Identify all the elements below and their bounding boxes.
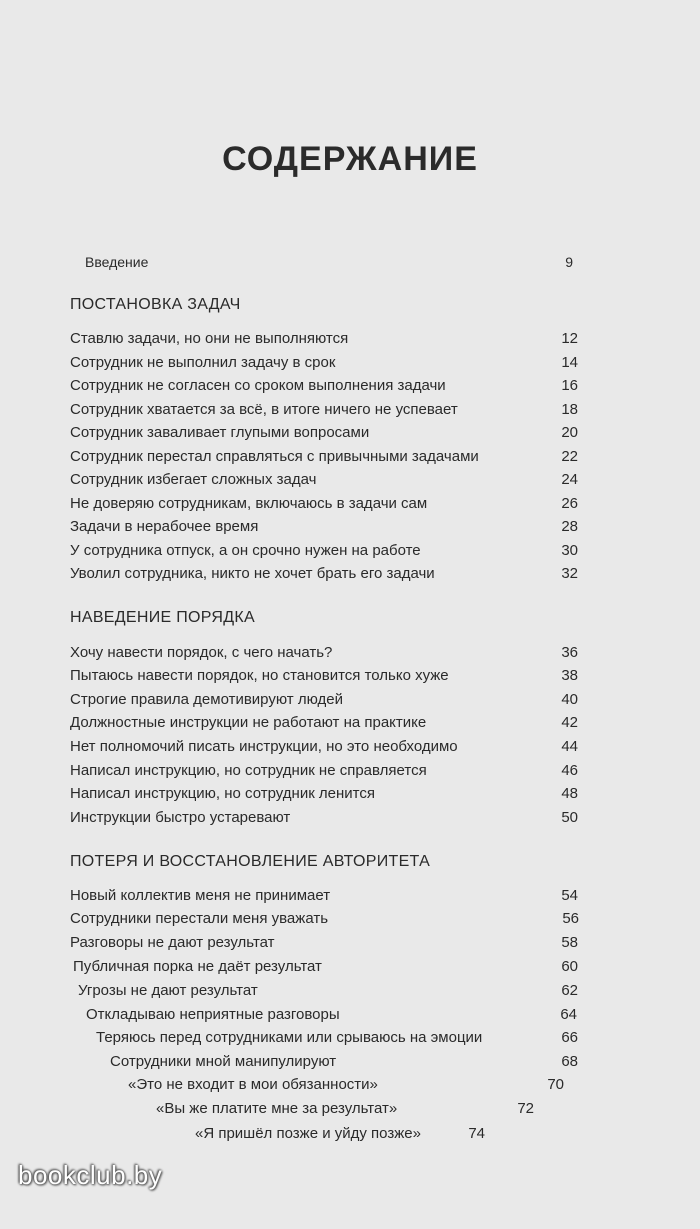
watermark-text: bookclub.by xyxy=(18,1160,163,1190)
toc-entry-title: У сотрудника отпуск, а он срочно нужен на работе xyxy=(70,542,421,559)
toc-entry-page: 24 xyxy=(561,471,578,488)
toc-entry xyxy=(70,808,578,828)
toc-entry-page: 64 xyxy=(560,1006,577,1023)
toc-entry-page: 74 xyxy=(468,1125,485,1142)
toc-entry-title: «Это не входит в мои обязанности» xyxy=(128,1076,378,1093)
toc-entry xyxy=(70,564,578,584)
toc-entry xyxy=(70,423,578,443)
toc-entry-page: 56 xyxy=(562,910,579,927)
toc-entry-title: Строгие правила демотивируют людей xyxy=(70,691,343,708)
toc-entry-title: Сотрудник перестал справляться с привычными задачами xyxy=(70,448,479,465)
toc-entry-title: Инструкции быстро устаревают xyxy=(70,809,291,826)
toc-entry-page: 22 xyxy=(561,448,578,465)
toc-entry-title: Введение xyxy=(85,254,149,270)
toc-entry-page: 40 xyxy=(561,691,578,708)
toc-entry xyxy=(195,1124,485,1144)
toc-entry-page: 12 xyxy=(561,330,578,347)
toc-entry-page: 36 xyxy=(561,644,578,661)
toc-entry-title: «Я пришёл позже и уйду позже» xyxy=(195,1125,421,1142)
toc-entry-page: 54 xyxy=(561,887,578,904)
toc-entry xyxy=(73,957,578,977)
toc-entry xyxy=(70,494,578,514)
toc-entry-title: Теряюсь перед сотрудниками или срываюсь на эмоции xyxy=(96,1029,483,1046)
toc-entry xyxy=(70,400,578,420)
toc-entry-page: 32 xyxy=(561,565,578,582)
toc-entry xyxy=(70,447,578,467)
toc-entry-page: 66 xyxy=(561,1029,578,1046)
toc-entry-title: Сотрудники перестали меня уважать xyxy=(70,910,329,927)
toc-entry xyxy=(70,541,578,561)
toc-entry-title: Сотрудник не выполнил задачу в срок xyxy=(70,354,336,371)
toc-entry-page: 68 xyxy=(561,1053,578,1070)
toc-entry-page: 30 xyxy=(561,542,578,559)
toc-entry xyxy=(128,1075,564,1095)
toc-entry-title: Угрозы не дают результат xyxy=(78,982,258,999)
section-heading: ПОСТАНОВКА ЗАДАЧ xyxy=(70,296,241,313)
toc-entry-page: 14 xyxy=(561,354,578,371)
toc-entry xyxy=(70,690,578,710)
toc-entry-intro xyxy=(85,252,577,272)
toc-entry-title: Задачи в нерабочее время xyxy=(70,518,259,535)
toc-entry xyxy=(70,470,578,490)
toc-entry-page: 60 xyxy=(561,958,578,975)
toc-entry-title: Откладываю неприятные разговоры xyxy=(86,1006,340,1023)
toc-entry xyxy=(70,784,578,804)
toc-entry-title: Написал инструкцию, но сотрудник ленится xyxy=(70,785,376,802)
toc-entry xyxy=(96,1028,578,1048)
toc-entry xyxy=(70,643,578,663)
toc-entry-title: Написал инструкцию, но сотрудник не справляется xyxy=(70,762,427,779)
toc-entry-page: 38 xyxy=(561,667,578,684)
section-heading: ПОТЕРЯ И ВОССТАНОВЛЕНИЕ АВТОРИТЕТА xyxy=(70,853,431,870)
toc-entry-page: 44 xyxy=(561,738,578,755)
toc-entry xyxy=(70,713,578,733)
toc-entry-title: Сотрудник не согласен со сроком выполнения задачи xyxy=(70,377,446,394)
toc-entry-page: 28 xyxy=(561,518,578,535)
toc-entry-title: Сотрудник заваливает глупыми вопросами xyxy=(70,424,370,441)
toc-entry-page: 50 xyxy=(561,809,578,826)
toc-entry-page: 26 xyxy=(561,495,578,512)
toc-entry-page: 46 xyxy=(561,762,578,779)
toc-entry-page: 62 xyxy=(561,982,578,999)
toc-entry xyxy=(70,376,578,396)
toc-entry-title: Публичная порка не даёт результат xyxy=(73,958,322,975)
toc-entry xyxy=(70,933,578,953)
toc-entry xyxy=(70,737,578,757)
toc-entry-page: 42 xyxy=(561,714,578,731)
toc-entry xyxy=(70,517,578,537)
toc-entry-title: «Вы же платите мне за результат» xyxy=(156,1100,398,1117)
toc-entry xyxy=(86,1005,577,1025)
toc-entry-title: Сотрудники мной манипулируют xyxy=(110,1053,337,1070)
toc-entry xyxy=(70,909,579,929)
toc-entry-page: 48 xyxy=(561,785,578,802)
toc-entry xyxy=(110,1052,578,1072)
toc-entry-page: 16 xyxy=(561,377,578,394)
toc-entry-page: 70 xyxy=(547,1076,564,1093)
toc-entry xyxy=(70,761,578,781)
toc-entry xyxy=(156,1099,534,1119)
toc-entry-title: Сотрудник хватается за всё, в итоге ничего не успевает xyxy=(70,401,458,418)
toc-entry-title: Разговоры не дают результат xyxy=(70,934,275,951)
toc-entry-title: Пытаюсь навести порядок, но становится только хуже xyxy=(70,667,449,684)
toc-entry xyxy=(70,353,578,373)
toc-entry-title: Хочу навести порядок, с чего начать? xyxy=(70,644,333,661)
toc-entry-page: 72 xyxy=(517,1100,534,1117)
toc-entry xyxy=(70,666,578,686)
toc-entry-title: Должностные инструкции не работают на практике xyxy=(70,714,427,731)
section-heading: НАВЕДЕНИЕ ПОРЯДКА xyxy=(70,609,255,626)
toc-entry-page: 20 xyxy=(561,424,578,441)
toc-entry xyxy=(70,886,578,906)
toc-entry-title: Сотрудник избегает сложных задач xyxy=(70,471,317,488)
toc-entry-title: Новый коллектив меня не принимает xyxy=(70,887,331,904)
toc-entry xyxy=(70,329,578,349)
toc-entry-page: 18 xyxy=(561,401,578,418)
toc-entry-page: 9 xyxy=(565,254,573,270)
toc-entry-page: 58 xyxy=(561,934,578,951)
toc-entry xyxy=(78,981,578,1001)
toc-entry-title: Не доверяю сотрудникам, включаюсь в задачи сам xyxy=(70,495,428,512)
page-title: СОДЕРЖАНИЕ xyxy=(222,140,478,178)
toc-entry-title: Нет полномочий писать инструкции, но это необходимо xyxy=(70,738,458,755)
toc-entry-title: Уволил сотрудника, никто не хочет брать его задачи xyxy=(70,565,435,582)
toc-entry-title: Ставлю задачи, но они не выполняются xyxy=(70,330,349,347)
